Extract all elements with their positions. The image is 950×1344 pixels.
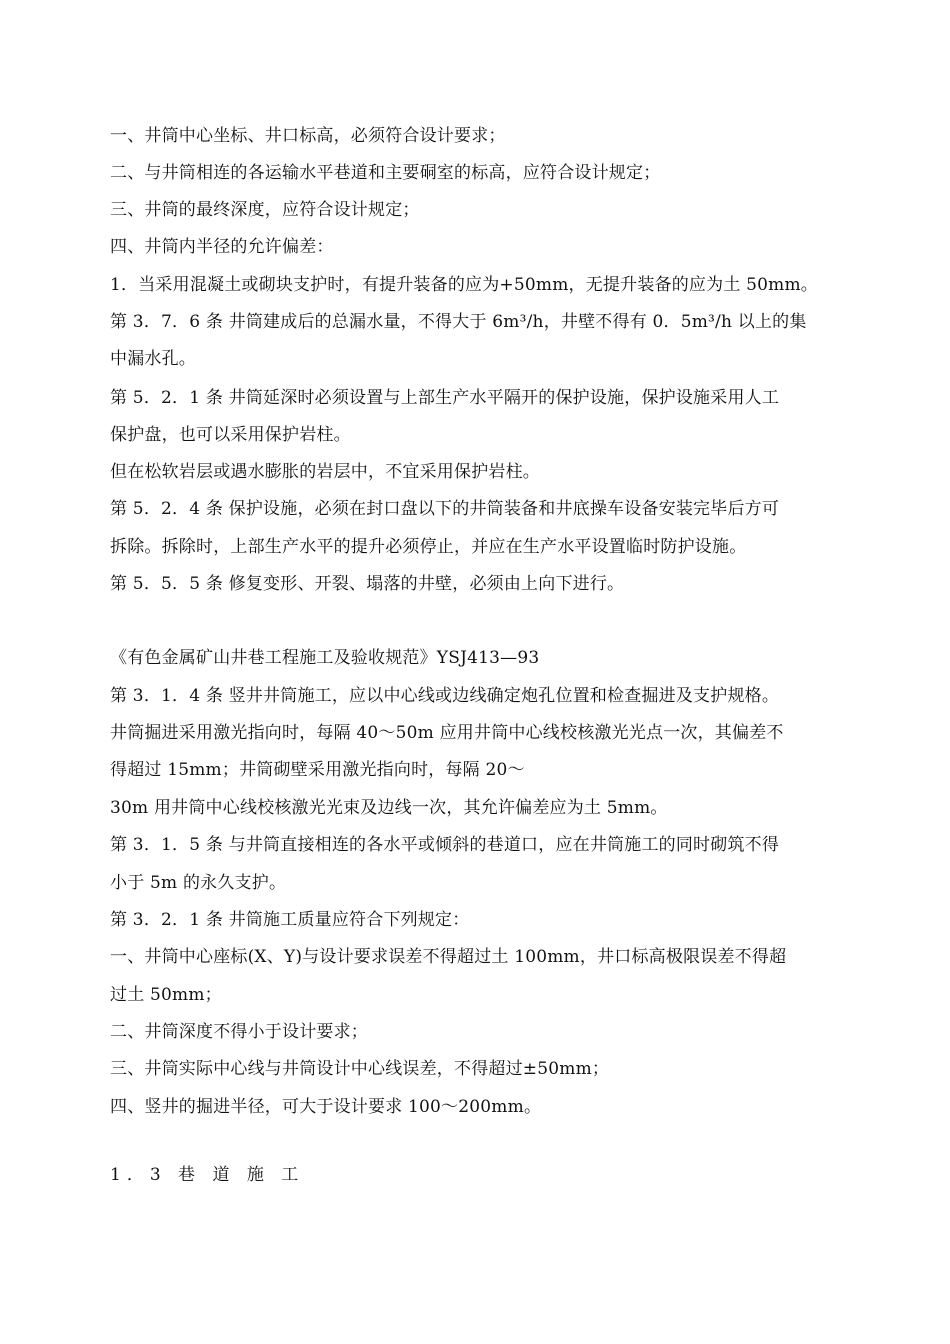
section-heading: 1．3 巷 道 施 工 bbox=[110, 1165, 305, 1185]
text-line: 井筒掘进采用激光指向时，每隔 40～50m 应用井筒中心线校核激光光点一次，其偏差不 bbox=[110, 723, 784, 743]
text-line: 第 3．7．6 条 井筒建成后的总漏水量，不得大于 6m³/h，井壁不得有 0．5m³/h 以上的集 bbox=[110, 312, 807, 332]
text-line: 四、竖井的掘进半径，可大于设计要求 100～200mm。 bbox=[110, 1097, 542, 1117]
text-line: 中漏水孔。 bbox=[110, 349, 196, 369]
text-line: 三、井筒的最终深度，应符合设计规定； bbox=[110, 200, 420, 220]
text-line: 30m 用井筒中心线校核激光光束及边线一次，其允许偏差应为土 5mm。 bbox=[110, 798, 668, 818]
text-line: 一、井筒中心坐标、井口标高，必须符合设计要求； bbox=[110, 126, 506, 146]
text-line: 二、井筒深度不得小于设计要求； bbox=[110, 1022, 368, 1042]
text-line: 过土 50mm； bbox=[110, 985, 222, 1005]
text-line: 得超过 15mm；井筒砌壁采用激光指向时，每隔 20～ bbox=[110, 760, 525, 780]
text-line: 第 5．2．1 条 井筒延深时必须设置与上部生产水平隔开的保护设施，保护设施采用人工 bbox=[110, 388, 780, 408]
text-line: 拆除。拆除时，上部生产水平的提升必须停止，并应在生产水平设置临时防护设施。 bbox=[110, 537, 747, 557]
text-line: 四、井筒内半径的允许偏差： bbox=[110, 237, 334, 257]
text-line: 保护盘，也可以采用保护岩柱。 bbox=[110, 425, 351, 445]
text-line: 三、井筒实际中心线与井筒设计中心线误差，不得超过±50mm； bbox=[110, 1059, 610, 1079]
text-line: 《有色金属矿山井巷工程施工及验收规范》YSJ413—93 bbox=[110, 648, 540, 668]
text-line: 第 3．1．5 条 与井筒直接相连的各水平或倾斜的巷道口，应在井筒施工的同时砌筑不得 bbox=[110, 835, 780, 855]
text-line: 小于 5m 的永久支护。 bbox=[110, 873, 287, 893]
text-line: 1．当采用混凝土或砌块支护时，有提升装备的应为+50mm，无提升装备的应为土 50mm。 bbox=[110, 275, 819, 295]
text-line: 第 3．1．4 条 竖井井筒施工，应以中心线或边线确定炮孔位置和检查掘进及支护规格。 bbox=[110, 686, 780, 706]
text-line: 一、井筒中心座标(X、Y)与设计要求误差不得超过土 100mm，井口标高极限误差不得超 bbox=[110, 947, 787, 967]
text-line: 第 5．2．4 条 保护设施，必须在封口盘以下的井筒装备和井底操车设备安装完毕后方可 bbox=[110, 499, 780, 519]
text-line: 第 5．5．5 条 修复变形、开裂、塌落的井壁，必须由上向下进行。 bbox=[110, 574, 625, 594]
text-line: 二、与井筒相连的各运输水平巷道和主要硐室的标高，应符合设计规定； bbox=[110, 163, 661, 183]
text-line: 但在松软岩层或遇水膨胀的岩层中，不宜采用保护岩柱。 bbox=[110, 462, 540, 482]
text-line: 第 3．2．1 条 井筒施工质量应符合下列规定： bbox=[110, 910, 470, 930]
